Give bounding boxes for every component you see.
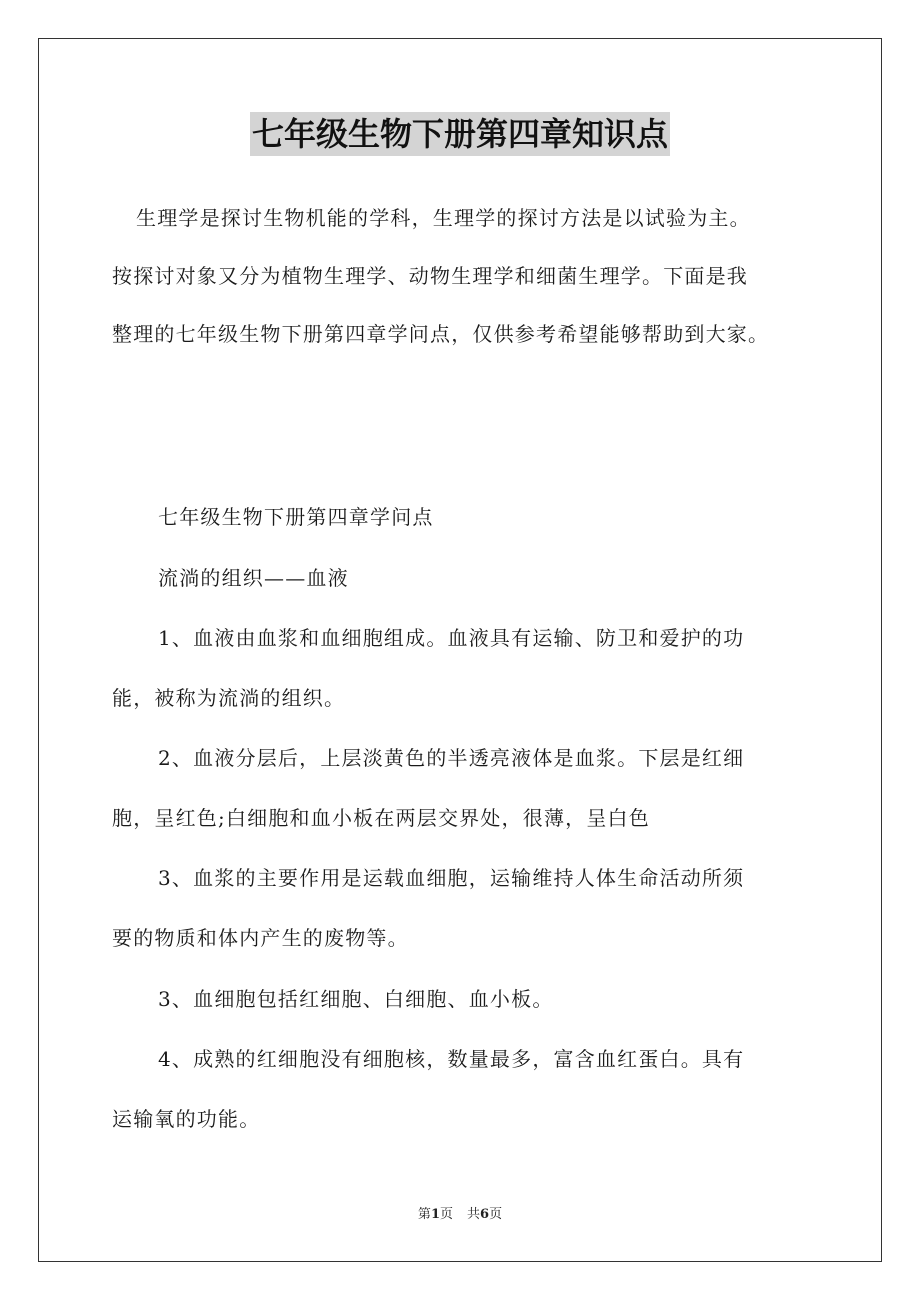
intro-line-1: 生理学是探讨生物机能的学科，生理学的探讨方法是以试验为主。 xyxy=(136,206,751,230)
section-heading: 七年级生物下册第四章学问点 xyxy=(158,505,434,529)
paragraph-3-line-1: 3、血浆的主要作用是运载血细胞，运输维持人体生命活动所须 xyxy=(158,866,745,890)
paragraph-1-line-1: 1、血液由血浆和血细胞组成。血液具有运输、防卫和爱护的功 xyxy=(158,626,745,650)
title-container xyxy=(0,112,920,156)
paragraph-2-line-2: 胞，呈红色;白细胞和血小板在两层交界处，很薄，呈白色 xyxy=(112,806,650,830)
document-title: 七年级生物下册第四章知识点 xyxy=(250,112,670,156)
total-prefix: 共 xyxy=(467,1207,481,1222)
section-subheading: 流淌的组织——血液 xyxy=(158,566,349,590)
total-suffix: 页 xyxy=(489,1207,503,1222)
page-footer xyxy=(0,1206,920,1224)
paragraph-3-line-2: 要的物质和体内产生的废物等。 xyxy=(112,926,409,950)
paragraph-1-line-2: 能，被称为流淌的组织。 xyxy=(112,686,346,710)
paragraph-5-line-1: 4、成熟的红细胞没有细胞核，数量最多，富含血红蛋白。具有 xyxy=(158,1047,745,1071)
intro-line-2: 按探讨对象又分为植物生理学、动物生理学和细菌生理学。下面是我 xyxy=(112,264,748,288)
total-pages: 6 xyxy=(480,1207,490,1222)
paragraph-5-line-2: 运输氧的功能。 xyxy=(112,1107,261,1131)
intro-line-3: 整理的七年级生物下册第四章学问点，仅供参考希望能够帮助到大家。 xyxy=(112,322,770,346)
paragraph-4-line-1: 3、血细胞包括红细胞、白细胞、血小板。 xyxy=(158,987,554,1011)
page-prefix: 第 xyxy=(417,1207,431,1222)
page-suffix: 页 xyxy=(439,1207,453,1222)
page-number: 1 xyxy=(430,1207,440,1222)
paragraph-2-line-1: 2、血液分层后，上层淡黄色的半透亮液体是血浆。下层是红细 xyxy=(158,746,745,770)
